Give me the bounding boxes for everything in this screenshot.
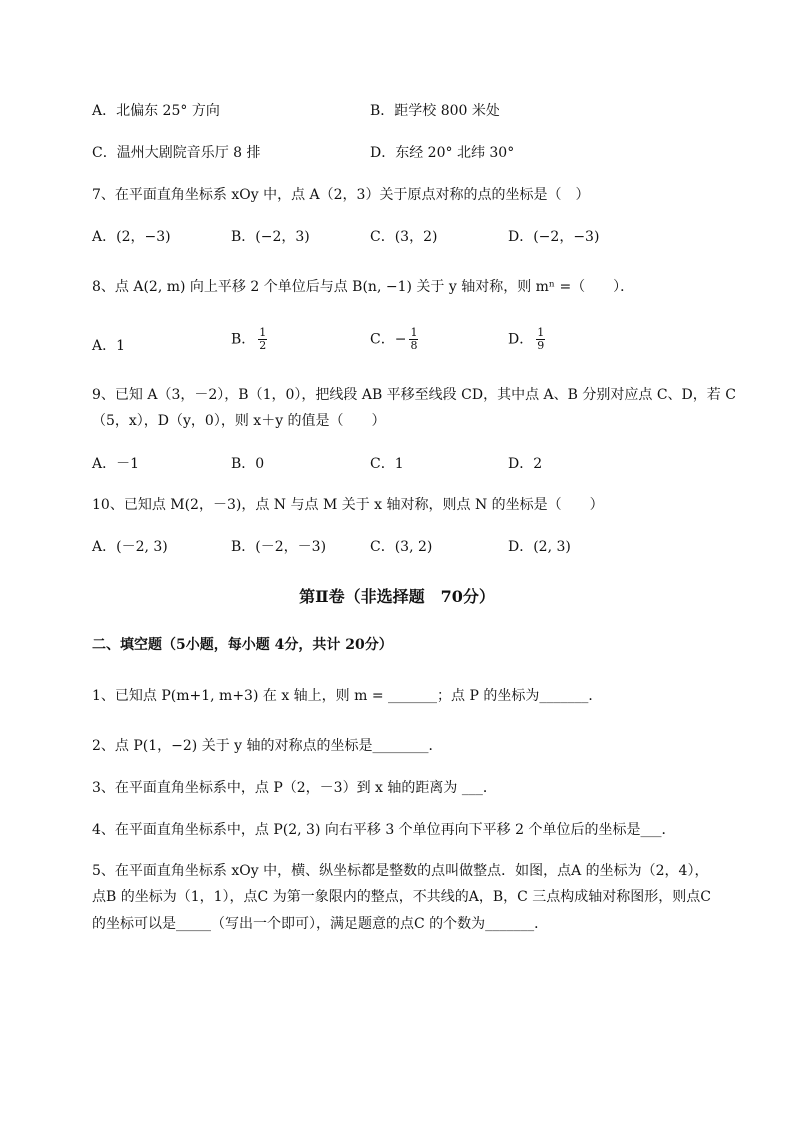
q8-option-d bbox=[508, 327, 545, 352]
q7-option-d: D．(−2，−3) bbox=[508, 229, 600, 245]
q7-option-a: A．(2，−3) bbox=[92, 229, 171, 245]
part2-title: 第Ⅱ卷（非选择题 70分） bbox=[299, 587, 495, 606]
fraction-numerator: 1 bbox=[537, 326, 545, 339]
fill-q5-line2: 点B 的坐标为（1，1），点C 为第一象限内的整点，不共线的A，B，C 三点构成轴对称图形，则点C bbox=[92, 889, 711, 905]
q9-option-c: C．1 bbox=[370, 456, 404, 472]
q9-option-b: B．0 bbox=[231, 456, 265, 472]
fill-q5-line3: 的坐标可以是_____（写出一个即可），满足题意的点C 的个数为_______． bbox=[92, 916, 549, 932]
q9-stem-line2: （5，x），D（y，0），则 x＋y 的值是（ ） bbox=[92, 413, 386, 429]
fill-q3: 3、在平面直角坐标系中，点 P（2，－3）到 x 轴的距离为 ___． bbox=[92, 780, 497, 796]
fill-q2: 2、点 P(1，−2) 关于 y 轴的对称点的坐标是________． bbox=[92, 738, 443, 754]
fill-q4: 4、在平面直角坐标系中，点 P(2, 3) 向右平移 3 个单位再向下平移 2 个单位后的坐标是___． bbox=[92, 822, 676, 838]
q6-option-c: C．温州大剧院音乐厅 8 排 bbox=[92, 145, 261, 161]
q10-option-c: C．(3, 2) bbox=[370, 539, 433, 555]
fraction-denominator: 9 bbox=[537, 339, 545, 352]
q8-option-d-prefix: D． bbox=[508, 331, 534, 348]
q8-option-b-prefix: B． bbox=[231, 331, 256, 348]
q6-option-b: B．距学校 800 米处 bbox=[370, 103, 500, 119]
q9-option-a: A．－1 bbox=[92, 456, 140, 472]
q8-option-c-fraction bbox=[409, 327, 418, 352]
q7-option-c: C．(3，2) bbox=[370, 229, 438, 245]
fraction-numerator: 1 bbox=[410, 326, 418, 339]
q9-option-d: D．2 bbox=[508, 456, 543, 472]
fill-q1: 1、已知点 P(m+1, m+3) 在 x 轴上，则 m = _______；点 P 的坐标为_______． bbox=[92, 688, 603, 704]
q8-option-b bbox=[231, 327, 267, 352]
q6-option-a: A．北偏东 25° 方向 bbox=[92, 103, 220, 119]
q8-option-c bbox=[370, 327, 418, 352]
fraction-denominator: 2 bbox=[259, 339, 267, 352]
q10-stem: 10、已知点 M(2，－3)，点 N 与点 M 关于 x 轴对称，则点 N 的坐标是（ ） bbox=[92, 497, 604, 513]
q7-option-b: B．(−2，3) bbox=[231, 229, 310, 245]
q6-option-d: D．东经 20° 北纬 30° bbox=[370, 145, 515, 161]
q10-option-b: B．(－2，－3) bbox=[231, 539, 327, 555]
q10-option-a: A．(－2, 3) bbox=[92, 539, 168, 555]
q10-option-d: D．(2, 3) bbox=[508, 539, 571, 555]
q8-option-d-fraction bbox=[536, 327, 545, 352]
q8-stem: 8、点 A(2, m) 向上平移 2 个单位后与点 B(n, −1) 关于 y 轴对称，则 mⁿ =（ ）． bbox=[92, 279, 635, 295]
q7-stem: 7、在平面直角坐标系 xOy 中，点 A（2，3）关于原点对称的点的坐标是（ ） bbox=[92, 187, 590, 203]
fill-q5-line1: 5、在平面直角坐标系 xOy 中，横、纵坐标都是整数的点叫做整点．如图，点A 的坐标为（2，4）， bbox=[92, 863, 709, 879]
q8-option-a: A．1 bbox=[92, 338, 126, 354]
fill-section-title: 二、填空题（5小题，每小题 4分，共计 20分） bbox=[92, 637, 393, 653]
fraction-numerator: 1 bbox=[259, 326, 267, 339]
q8-option-b-fraction bbox=[258, 327, 267, 352]
q8-option-c-prefix: C．− bbox=[370, 331, 407, 348]
fraction-denominator: 8 bbox=[410, 339, 418, 352]
q9-stem-line1: 9、已知 A（3，－2），B（1，0），把线段 AB 平移至线段 CD，其中点 A、B 分别对应点 C、D，若 C bbox=[92, 387, 736, 403]
